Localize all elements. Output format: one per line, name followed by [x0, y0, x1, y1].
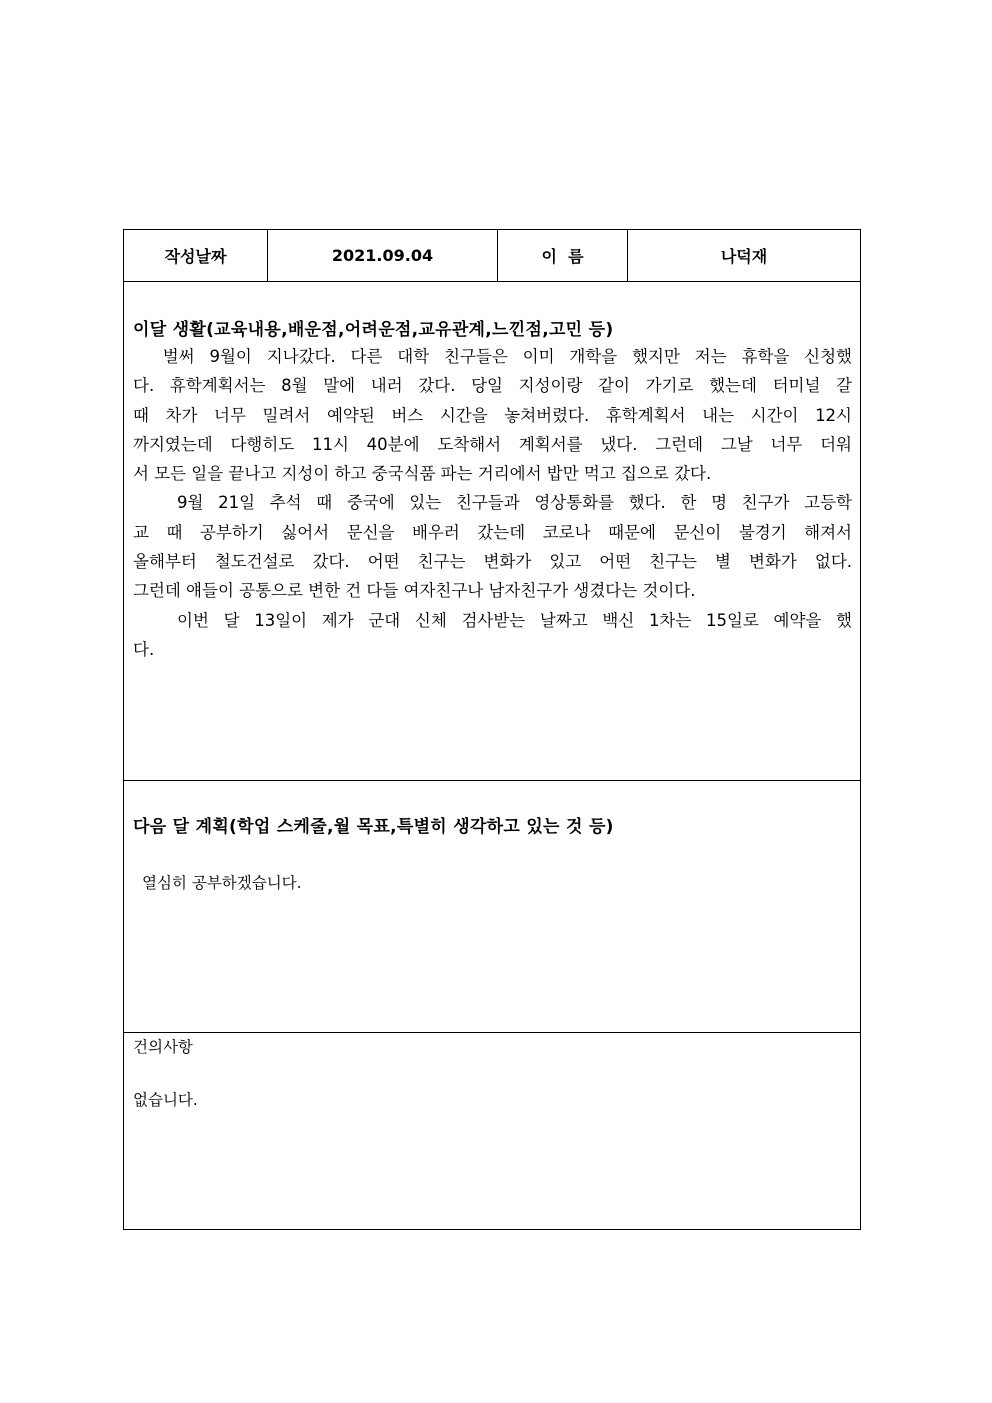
suggestions-text: 없습니다. [133, 1091, 198, 1109]
month-life-line: 올해부터 철도건설로 갔다. 어떤 친구는 변화가 있고 어떤 친구는 별 변화가 없다. [133, 552, 852, 572]
name-label: 이 름 [498, 230, 628, 281]
month-life-line: 그런데 얘들이 공통으로 변한 건 다들 여자친구나 남자친구가 생겼다는 것이다. [133, 581, 696, 601]
next-plan-title: 다음 달 계획(학업 스케줄,월 목표,특별히 생각하고 있는 것 등) [133, 817, 614, 837]
next-plan-section [124, 781, 860, 1033]
month-life-line: 벌써 9월이 지나갔다. 다른 대학 친구들은 이미 개학을 했지만 저는 휴학을 신청했 [133, 347, 852, 366]
next-plan-text: 열심히 공부하겠습니다. [142, 874, 302, 892]
suggestions-section [124, 1033, 860, 1229]
month-life-line: 9월 21일 추석 때 중국에 있는 친구들과 영상통화를 했다. 한 명 친구가 고등학 [133, 493, 852, 513]
month-life-line: 다. [133, 639, 155, 659]
month-life-body [133, 342, 852, 664]
date-label: 작성날짜 [124, 230, 268, 281]
month-life-section [124, 282, 860, 781]
month-life-line: 교 때 공부하기 싫어서 문신을 배우러 갔는데 코로나 때문에 문신이 불경기 해져서 [133, 522, 852, 542]
month-life-line: 이번 달 13일이 제가 군대 신체 검사받는 날짜고 백신 1차는 15일로 예약을 했 [133, 610, 852, 630]
date-value: 2021.09.04 [268, 230, 498, 281]
name-value: 나덕재 [720, 247, 768, 266]
month-life-title: 이달 생활(교육내용,배운점,어려운점,교유관계,느낀점,고민 등) [133, 320, 614, 340]
suggestions-label: 건의사항 [133, 1038, 193, 1056]
report-form [123, 229, 861, 1230]
month-life-line: 다. 휴학계획서는 8월 말에 내러 갔다. 당일 지성이랑 같이 가기로 했는데 터미널 갈 [133, 376, 852, 396]
month-life-line: 서 모든 일을 끝나고 지성이 하고 중국식품 파는 거리에서 밥만 먹고 집으로 갔다. [133, 464, 712, 484]
header-row [124, 230, 860, 282]
month-life-line: 때 차가 너무 밀려서 예약된 버스 시간을 놓쳐버렸다. 휴학계획서 내는 시간이 12시 [133, 405, 852, 425]
month-life-line: 까지였는데 다행히도 11시 40분에 도착해서 계획서를 냈다. 그런데 그날 너무 더워 [133, 434, 852, 454]
